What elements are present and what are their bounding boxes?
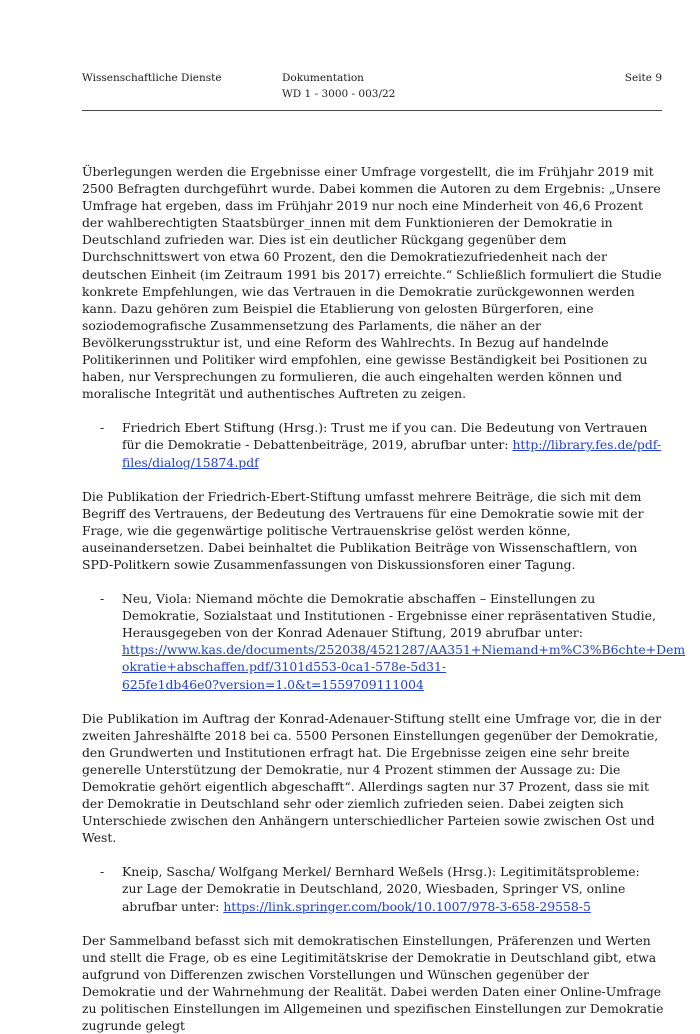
page-header — [82, 70, 662, 110]
header-doc-number: WD 1 - 3000 - 003/22 — [282, 88, 396, 100]
reference-text: Neu, Viola: Niemand möchte die Demokratie abschaffen – Einstellungen zu Demokratie, Sozialstaat und Institutionen - Ergebnisse einer repräsentativen Studie, Herausgegeben von der Konrad Adenauer Stiftung, 2019 abrufbar unter: — [122, 591, 656, 641]
header-doc-type: Dokumentation — [282, 72, 364, 84]
paragraph-2: Die Publikation der Friedrich-Ebert-Stiftung umfasst mehrere Beiträge, die sich mit dem Begriff des Vertrauens, der Bedeutung des Vertrauens für eine Demokratie sowie mit der Frage, wie die gegenwärtige politische Vertrauenskrise gelöst werden könne, auseinandersetzen. Dabei beinhaltet die Publikation Beiträge von Wissenschaftlern, von SPD-Politkern sowie Zusammenfassungen von Diskussionsforen einer Tagung. — [82, 488, 644, 572]
reference-item-3 — [82, 863, 664, 914]
header-document-info — [282, 70, 395, 102]
header-divider — [82, 110, 662, 111]
paragraph-4: Der Sammelband befasst sich mit demokratischen Einstellungen, Präferenzen und Werten und stellt die Frage, ob es eine Legitimitätskrise der Demokratie in Deutschland gibt, etwa aufgrund von Differenzen zwischen Vorstellungen und Wünschen gegenüber der Demokratie und der Wahrnehmung der Realität. Dabei werden Daten einer Online-Umfrage zu politischen Einstellungen im Allgemeinen und spezifischen Einstellungen zur Demokratie zugrunde gelegt — [82, 932, 664, 1034]
paragraph-3: Die Publikation im Auftrag der Konrad-Adenauer-Stiftung stellt eine Umfrage vor, die in der zweiten Jahreshälfte 2018 bei ca. 5500 Personen Einstellungen gegenüber der Demokratie, den Grundwerten und Institutionen erfragt hat. Die Ergebnisse zeigen eine sehr breite generelle Unterstützung der Demokratie, nur 4 Prozent stimmen der Aussage zu: Die Demokratie gehört eigentlich abgeschafft“. Allerdings sagten nur 37 Prozent, dass sie mit der Demokratie in Deutschland sehr oder ziemlich zufrieden seien. Dabei zeigten sich Unterschiede zwischen den Anhängern unterschiedlicher Parteien sowie zwischen Ost und West. — [82, 710, 662, 846]
list-dash: - — [100, 420, 105, 436]
paragraph-1: Überlegungen werden die Ergebnisse einer Umfrage vorgestellt, die im Frühjahr 2019 mit 2500 Befragten durchgeführt wurde. Dabei kommen die Autoren zu dem Ergebnis: „Unsere Umfrage hat ergeben, dass im Frühjahr 2019 nur noch eine Minderheit von 46,6 Prozent der wahlberechtigten Staatsbürger_innen mit dem Funktionieren der Demokratie in Deutschland zufrieden war. Dies ist ein deutlicher Rückgang gegenüber dem Durchschnittswert von etwa 60 Prozent, den die Demokratiezufriedenheit nach der deutschen Einheit (im Zeitraum 1991 bis 2017) erreichte.“ Schließlich formuliert die Studie konkrete Empfehlungen, wie das Vertrauen in die Demokratie zurückgewonnen werden kann. Dazu gehören zum Beispiel die Etablierung von gelosten Bürgerforen, eine soziodemografische Zusammensetzung des Parlaments, die näher an der Bevölkerungsstruktur ist, und eine Reform des Wahlrechts. In Bezug auf handelnde Politikerinnen und Politiker wird empfohlen, eine gewisse Beständigkeit bei Positionen zu haben, nur Versprechungen zu formulieren, die auch eingehalten werden können und moralische Integrität und authentisches Auftreten zu zeigen. — [82, 164, 662, 402]
reference-link-3[interactable]: https://link.springer.com/book/10.1007/978-3-658-29558-5 — [223, 898, 591, 914]
reference-text: Kneip, Sascha/ Wolfgang Merkel/ Bernhard Weßels (Hrsg.): Legitimitätsprobleme: zur Lage der Demokratie in Deutschland, 2020, Wiesbaden, Springer VS, online abrufbar unter: — [122, 864, 640, 914]
reference-item-2 — [82, 590, 686, 693]
reference-item-1 — [82, 419, 664, 470]
header-page-number: Seite 9 — [624, 72, 662, 84]
reference-link-1[interactable]: http://library.fes.de/pdf- files/dialog/15874.pdf — [122, 437, 662, 470]
reference-text: Friedrich Ebert Stiftung (Hrsg.): Trust me if you can. Die Bedeutung von Vertrauen für die Demokratie - Debattenbeiträge, 2019, abrufbar unter: — [122, 420, 648, 453]
list-dash: - — [100, 591, 105, 607]
header-institution: Wissenschaftliche Dienste — [82, 72, 222, 84]
reference-link-2[interactable]: https://www.kas.de/documents/252038/4521287/AA351+Niemand+m%C3%B6chte+Dem okratie+abschaffen.pdf/3101d553-0ca1-578e-5d31- 625fe1db46e0?version=1.0&t=1559709111004 — [122, 642, 686, 692]
document-body — [82, 163, 686, 1034]
list-dash: - — [100, 864, 105, 880]
